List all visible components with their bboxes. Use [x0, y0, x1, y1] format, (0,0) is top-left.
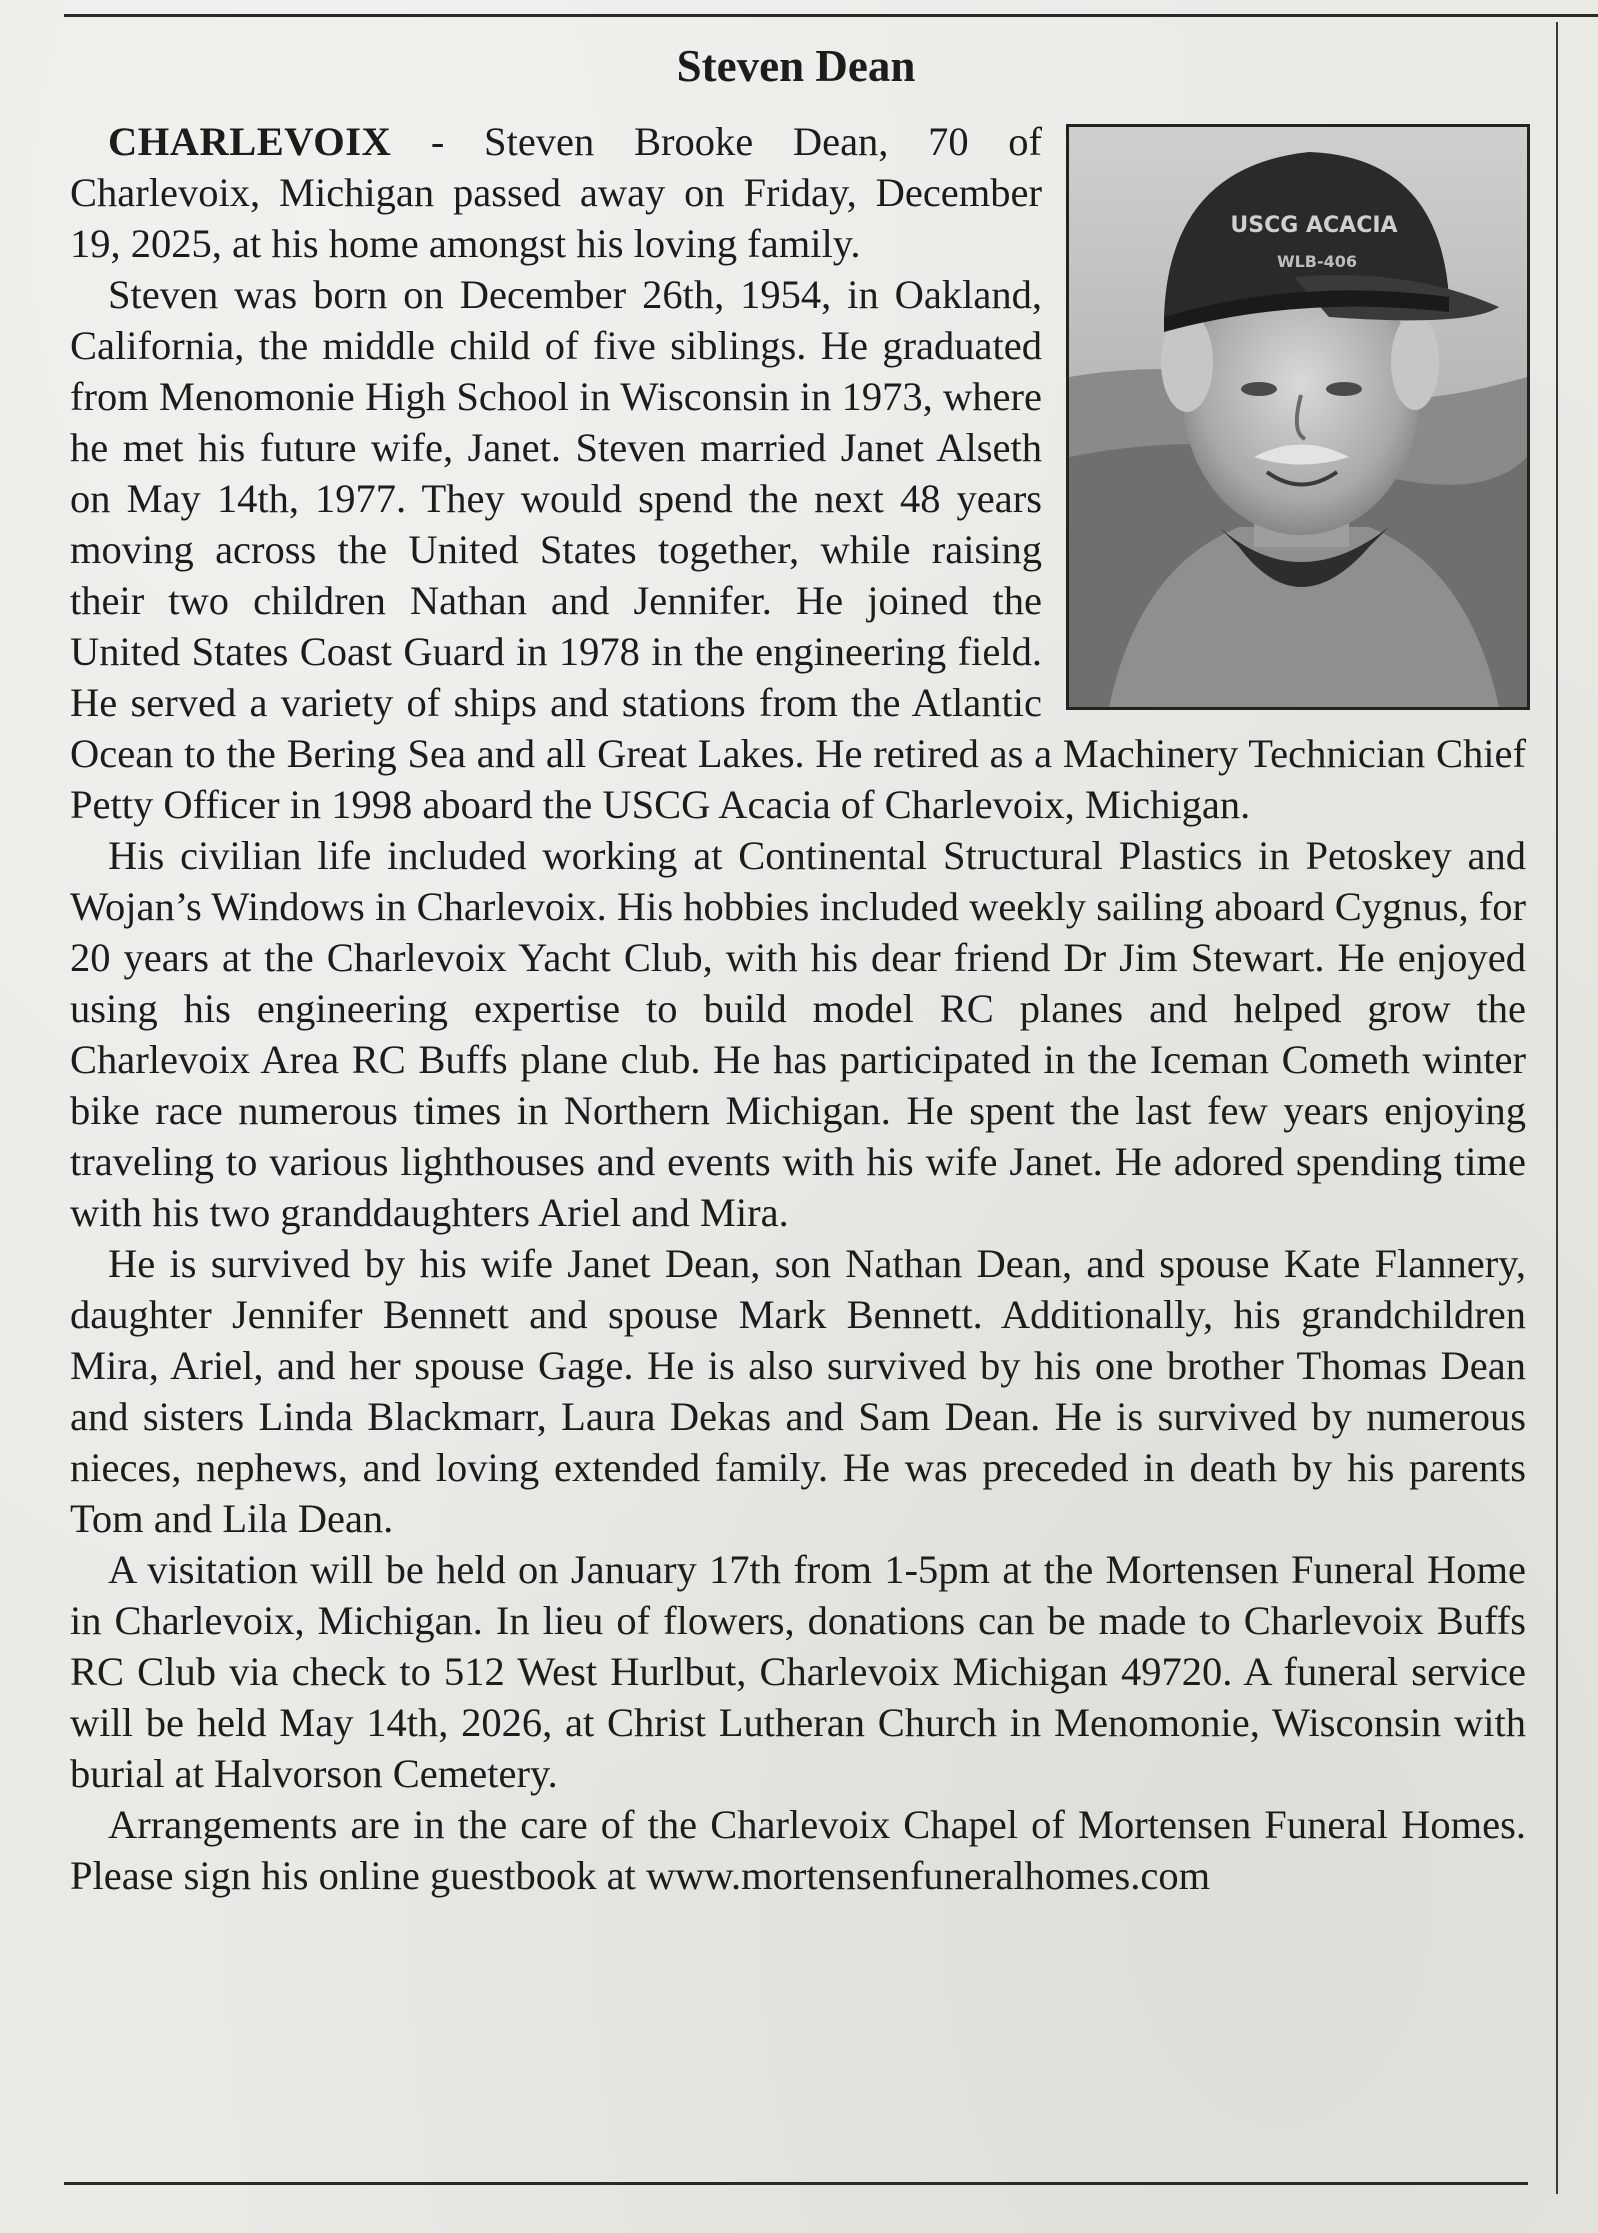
- bottom-rule: [64, 2182, 1528, 2185]
- paragraph-services: A visitation will be held on January 17th from 1-5pm at the Mortensen Funeral Home in Charlevoix, Michigan. In lieu of flowers, donations can be made to Charlevoix Buffs RC Club via check to 512 West Hurlbut, Charlevoix Michigan 49720. A funeral service will be held May 14th, 2026, at Christ Lutheran Church in Menomonie, Wisconsin with burial at Halvorson Cemetery.: [70, 1547, 1526, 1796]
- photo-spacer: [1042, 116, 1526, 712]
- paragraph-early-life: Steven was born on December 26th, 1954, in Oakland, California, the middle child of five siblings. He graduated from Menomonie High School in Wisconsin in 1973, where he met his future wife, Janet. Steven married Janet Alseth on May 14th, 1977. They would spend the next 48 years moving across the United States together, while raising their two children Nathan and Jennifer. He joined the United States Coast Guard in 1978 in the engineering field. He served a variety of ships and stations from the Atlantic Ocean to the Bering Sea and all Great Lakes. He retired as a Machinery Technician Chief Petty Officer in 1998 aboard the USCG Acacia of Charlevoix, Michigan.: [70, 272, 1526, 827]
- paragraph-survivors: He is survived by his wife Janet Dean, son Nathan Dean, and spouse Kate Flannery, daughter Jennifer Bennett and spouse Mark Bennett. Additionally, his grandchildren Mira, Ariel, and her spouse Gage. He is also survived by his one brother Thomas Dean and sisters Linda Blackmarr, Laura Dekas and Sam Dean. He is survived by numerous nieces, nephews, and loving extended family. He was preceded in death by his parents Tom and Lila Dean.: [70, 1241, 1526, 1541]
- obituary-body: [70, 116, 1526, 1901]
- obituary-title: Steven Dean: [676, 41, 916, 91]
- top-rule: [64, 14, 1598, 17]
- paragraph-intro-text: - Steven Brooke Dean, 70 of Charlevoix, Michigan passed away on Friday, December 19, 2025, at his home amongst his loving family.: [70, 119, 1042, 266]
- cap-text-line2: WLB-406: [1276, 252, 1358, 271]
- cap-text-line1: USCG ACACIA: [1230, 213, 1398, 238]
- column-rule: [1556, 22, 1558, 2194]
- paragraph-arrangements: Arrangements are in the care of the Charlevoix Chapel of Mortensen Funeral Homes. Please sign his online guestbook at www.mortensenfuneralhomes.com: [70, 1802, 1526, 1898]
- paragraph-civilian-life: His civilian life included working at Continental Structural Plastics in Petoskey and Wojan’s Windows in Charlevoix. His hobbies included weekly sailing aboard Cygnus, for 20 years at the Charlevoix Yacht Club, with his dear friend Dr Jim Stewart. He enjoyed using his engineering expertise to build model RC planes and helped grow the Charlevoix Area RC Buffs plane club. He has participated in the Iceman Cometh winter bike race numerous times in Northern Michigan. He spent the last few years enjoying traveling to various lighthouses and events with his wife Janet. He adored spending time with his two granddaughters Ariel and Mira.: [70, 833, 1526, 1235]
- dateline: CHARLEVOIX: [108, 119, 392, 164]
